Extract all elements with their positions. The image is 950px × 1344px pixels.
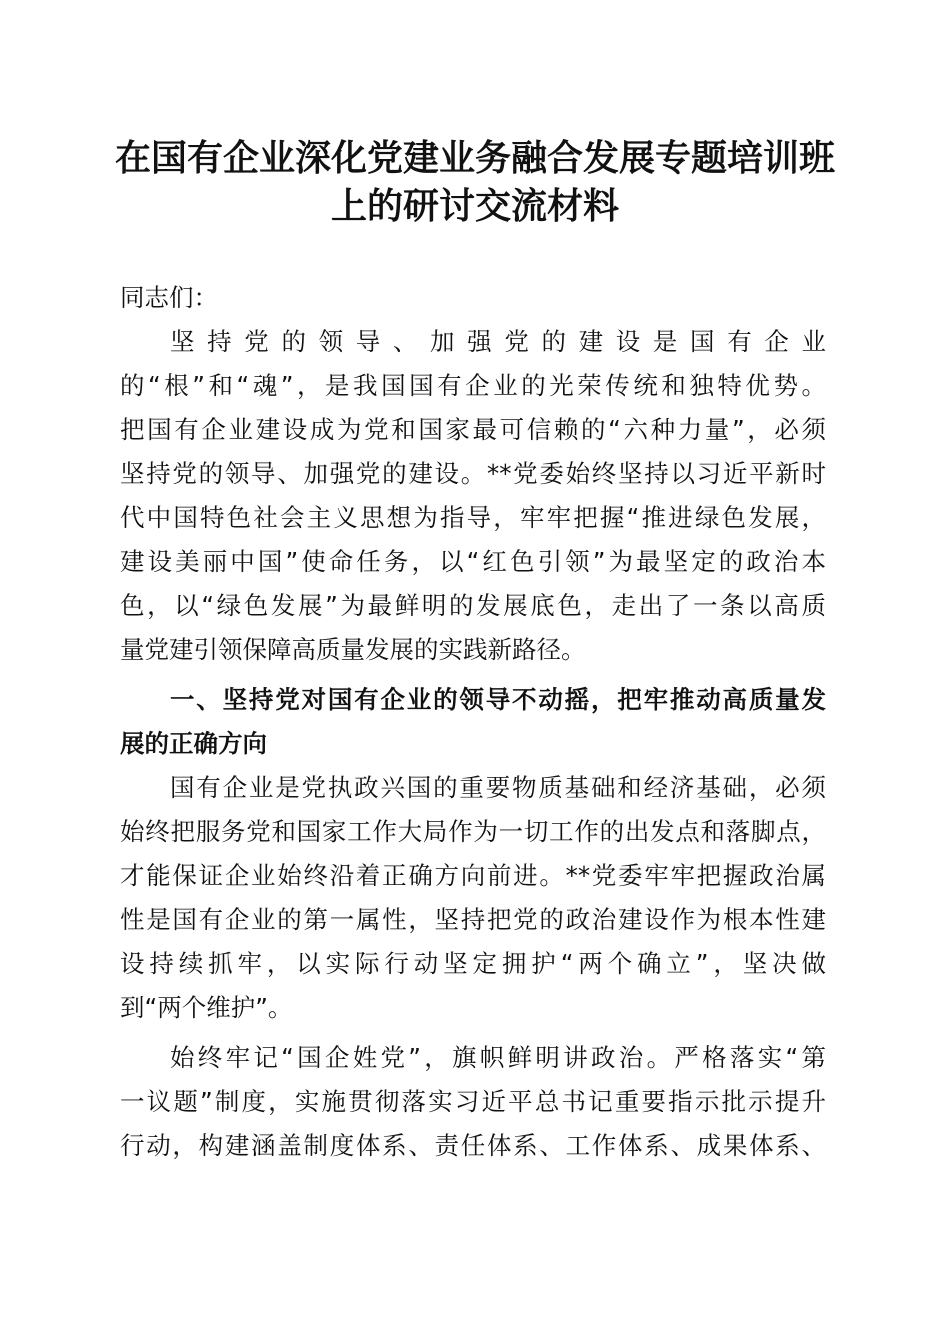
salutation: 同志们： <box>120 283 218 312</box>
intro-line: 建设美丽中国”使命任务，以“红色引领”为最坚定的政治本 <box>120 547 826 576</box>
intro-line: 色，以“绿色发展”为最鲜明的发展底色，走出了一条以高质 <box>120 591 826 620</box>
body-line: 到“两个维护”。 <box>120 993 293 1022</box>
intro-line: 把国有企业建设成为党和国家最可信赖的“六种力量”，必须 <box>120 415 826 444</box>
body-line: 设持续抓牢，以实际行动坚定拥护“两个确立”，坚决做 <box>120 949 826 978</box>
document-title-line-1: 在国有企业深化党建业务融合发展专题培训班 <box>114 137 835 179</box>
intro-line: 量党建引领保障高质量发展的实践新路径。 <box>120 635 586 664</box>
intro-line: 坚持党的领导、加强党的建设是国有企业 <box>170 327 826 356</box>
intro-line: 坚持党的领导、加强党的建设。**党委始终坚持以习近平新时 <box>120 459 826 488</box>
body-line: 始终牢记“国企姓党”，旗帜鲜明讲政治。严格落实“第 <box>170 1043 826 1072</box>
body-line: 国有企业是党执政兴国的重要物质基础和经济基础，必须 <box>170 773 826 802</box>
intro-line: 代中国特色社会主义思想为指导，牢牢把握“推进绿色发展， <box>120 503 826 532</box>
document-title-line-2: 上的研讨交流材料 <box>330 185 619 227</box>
body-line: 始终把服务党和国家工作大局作为一切工作的出发点和落脚点， <box>120 817 826 846</box>
intro-line: 的“根”和“魂”，是我国国有企业的光荣传统和独特优势。 <box>120 371 826 400</box>
section-heading-line: 展的正确方向 <box>120 729 267 758</box>
section-heading-line: 一、坚持党对国有企业的领导不动摇，把牢推动高质量发 <box>170 685 826 714</box>
body-line: 性是国有企业的第一属性，坚持把党的政治建设作为根本性建 <box>120 905 826 934</box>
body-line: 行动，构建涵盖制度体系、责任体系、工作体系、成果体系、 <box>120 1131 826 1160</box>
body-line: 一议题”制度，实施贯彻落实习近平总书记重要指示批示提升 <box>120 1087 826 1116</box>
body-line: 才能保证企业始终沿着正确方向前进。**党委牢牢把握政治属 <box>120 861 826 890</box>
